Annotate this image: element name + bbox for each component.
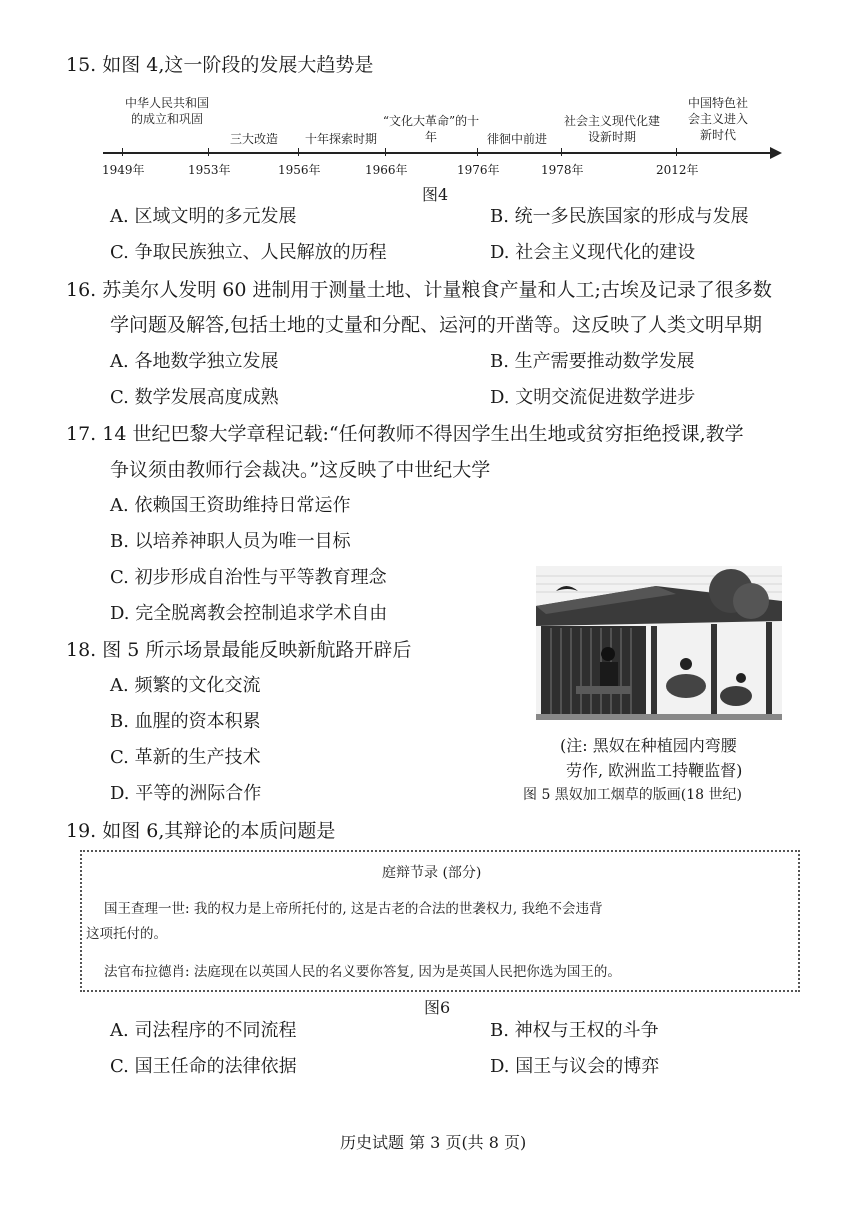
q19-option-b[interactable]: B. 神权与王权的斗争 <box>490 1020 659 1041</box>
timeline-period-7: 中国特色社会主义进入新时代 <box>687 96 748 142</box>
timeline-year: 1966年 <box>365 163 408 177</box>
q16-stem-line-1: 16. 苏美尔人发明 60 进制用于测量土地、计量粮食产量和人工;古埃及记录了很多数 <box>66 279 772 301</box>
q16-stem-line-2: 学问题及解答,包括土地的丈量和分配、运河的开凿等。这反映了人类文明早期 <box>110 314 763 336</box>
q18-stem: 18. 图 5 所示场景最能反映新航路开辟后 <box>66 639 412 661</box>
q17-option-b[interactable]: B. 以培养神职人员为唯一目标 <box>110 531 351 552</box>
q16-option-a[interactable]: A. 各地数学独立发展 <box>110 351 279 372</box>
timeline-axis <box>103 152 771 154</box>
timeline-tick <box>208 148 209 156</box>
timeline-year: 2012年 <box>656 163 699 177</box>
transcript-title: 庭辩节录 (部分) <box>382 865 482 881</box>
page-footer: 历史试题 第 3 页(共 8 页) <box>340 1133 527 1152</box>
figure-5-engraving <box>536 566 782 720</box>
timeline-tick <box>298 148 299 156</box>
q15-stem: 15. 如图 4,这一阶段的发展大趋势是 <box>66 54 374 76</box>
q16-option-c[interactable]: C. 数学发展高度成熟 <box>110 387 279 408</box>
court-transcript-box <box>80 850 800 992</box>
timeline-tick <box>385 148 386 156</box>
q19-option-a[interactable]: A. 司法程序的不同流程 <box>110 1020 297 1041</box>
timeline-tick <box>561 148 562 156</box>
timeline-period-1: 中华人民共和国的成立和巩固 <box>124 96 209 126</box>
q15-option-a[interactable]: A. 区域文明的多元发展 <box>110 206 297 227</box>
timeline-period-4: “文化大革命”的十年 <box>382 114 480 144</box>
figure-6-caption: 图6 <box>424 998 451 1017</box>
q17-option-c[interactable]: C. 初步形成自治性与平等教育理念 <box>110 567 387 588</box>
q18-option-a[interactable]: A. 频繁的文化交流 <box>110 675 261 696</box>
timeline-tick <box>676 148 677 156</box>
q17-stem-line-1: 17. 14 世纪巴黎大学章程记载:“任何教师不得因学生出生地或贫穷拒绝授课,教学 <box>66 423 744 445</box>
q15-option-d[interactable]: D. 社会主义现代化的建设 <box>490 242 696 263</box>
q17-option-a[interactable]: A. 依赖国王资助维持日常运作 <box>110 495 351 516</box>
timeline-period-2: 三大改造 <box>229 132 278 146</box>
q19-option-c[interactable]: C. 国王任命的法律依据 <box>110 1056 297 1077</box>
timeline-tick <box>122 148 123 156</box>
q18-option-c[interactable]: C. 革新的生产技术 <box>110 747 261 768</box>
timeline-period-3: 十年探索时期 <box>304 132 377 146</box>
timeline-year: 1949年 <box>102 163 145 177</box>
q19-stem: 19. 如图 6,其辩论的本质问题是 <box>66 820 336 842</box>
q17-stem-line-2: 争议须由教师行会裁决。”这反映了中世纪大学 <box>110 459 491 481</box>
q18-option-d[interactable]: D. 平等的洲际合作 <box>110 783 262 804</box>
figure-5-note-line-2: 劳作, 欧洲监工持鞭监督) <box>566 761 743 780</box>
q17-option-d[interactable]: D. 完全脱离教会控制追求学术自由 <box>110 603 388 624</box>
timeline-year: 1978年 <box>541 163 584 177</box>
timeline-year: 1953年 <box>188 163 231 177</box>
transcript-judge-line: 法官布拉德肖: 法庭现在以英国人民的名义要你答复, 因为是英国人民把你选为国王的。 <box>104 964 621 980</box>
figure-5-caption: 图 5 黑奴加工烟草的版画(18 世纪) <box>523 787 742 803</box>
timeline-year: 1976年 <box>457 163 500 177</box>
figure-4-caption: 图4 <box>422 185 449 204</box>
q18-option-b[interactable]: B. 血腥的资本积累 <box>110 711 261 732</box>
timeline-period-6: 社会主义现代化建设新时期 <box>563 114 660 144</box>
q16-option-b[interactable]: B. 生产需要推动数学发展 <box>490 351 695 372</box>
q19-option-d[interactable]: D. 国王与议会的博弈 <box>490 1056 660 1077</box>
q15-option-c[interactable]: C. 争取民族独立、人民解放的历程 <box>110 242 387 263</box>
transcript-king-line-2: 这项托付的。 <box>86 926 167 942</box>
timeline-period-5: 徘徊中前进 <box>486 132 547 146</box>
timeline-tick <box>477 148 478 156</box>
q15-option-b[interactable]: B. 统一多民族国家的形成与发展 <box>490 206 749 227</box>
q16-option-d[interactable]: D. 文明交流促进数学进步 <box>490 387 696 408</box>
timeline-arrow-icon <box>770 147 782 159</box>
timeline-year: 1956年 <box>278 163 321 177</box>
transcript-king-line-1: 国王查理一世: 我的权力是上帝所托付的, 这是古老的合法的世袭权力, 我绝不会违背 <box>104 901 603 917</box>
figure-5-note-line-1: (注: 黑奴在种植园内弯腰 <box>560 736 737 755</box>
